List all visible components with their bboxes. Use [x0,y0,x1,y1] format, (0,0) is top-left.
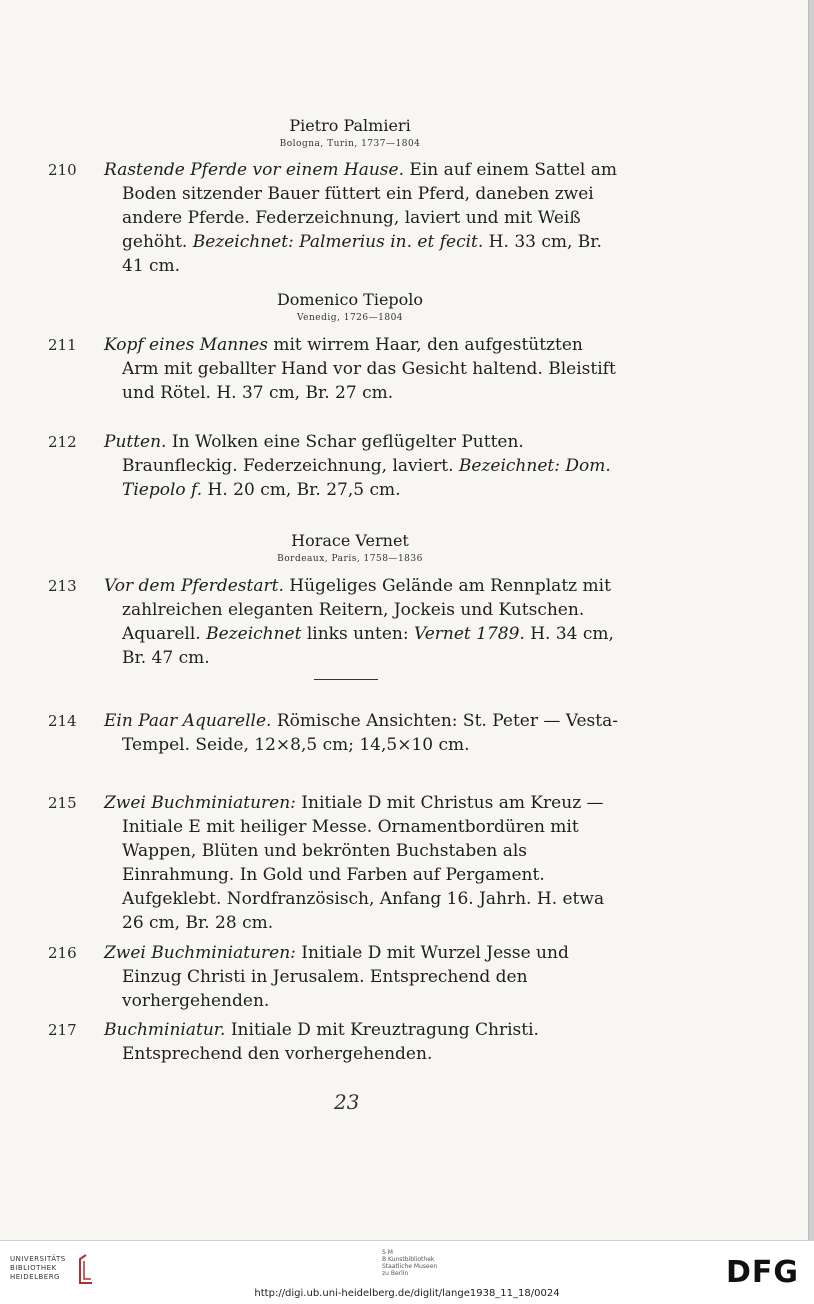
entry-signature: Bezeichnet: Dom. Tiepolo f. [122,456,611,500]
catalog-entry-214 [48,709,618,757]
university-library-label[interactable] [10,1255,66,1282]
artist-dates: Bordeaux, Paris, 1758—1836 [277,554,423,564]
library-stamp [382,1249,437,1277]
catalog-entry-213 [48,574,618,670]
section-divider [314,679,378,680]
catalog-entry-211 [48,333,618,405]
catalog-entry-210 [48,158,618,278]
artist-name: Horace Vernet [291,531,409,550]
uni-line: HEIDELBERG [10,1273,60,1281]
entry-title: Ein Paar Aquarelle. [104,711,272,731]
artist-dates: Venedig, 1726—1804 [296,313,404,323]
stamp-line: B Kunstbibliothek [382,1256,435,1263]
artist-name: Pietro Palmieri [289,116,411,135]
entry-number: 213 [48,577,77,595]
viewer-footer [0,1240,814,1304]
uni-line: BIBLIOTHEK [10,1264,57,1272]
entry-text: Initiale D mit Kreuztragung Christi. Entsprechend den vorhergehenden. [122,1020,539,1064]
entry-dimensions: H. 33 cm, Br. 41 cm. [122,232,602,276]
stamp-line: zu Berlin [382,1270,409,1277]
entry-title: Zwei Buchminiaturen: [104,943,296,963]
entry-signature-date: Vernet 1789. [413,624,525,644]
entry-dimensions: H. 20 cm, Br. 27,5 cm. [202,480,401,500]
entry-text: In Wolken eine Schar geflügelter Putten. Braunfleckig. Federzeichnung, laviert. [122,432,524,476]
stamp-line: S M [382,1249,393,1256]
entry-title: Zwei Buchminiaturen: [104,793,296,813]
entry-number: 212 [48,433,77,451]
entry-text: Ein auf einem Sattel am Boden sitzender Bauer füttert ein Pferd, daneben zwei andere Pferde. Federzeichnung, laviert und mit Weiß gehöht. [122,160,618,252]
entry-number: 211 [48,336,77,354]
catalog-entry-216 [48,941,618,1013]
entry-text: mit wirrem Haar, den aufgestützten Arm mit geballter Hand vor das Gesicht haltend. Bleistift und Rötel. H. 37 cm, Br. 27 cm. [122,335,616,403]
entry-text-continued: links unten: [301,624,414,644]
entry-text: Initiale D mit Christus am Kreuz — Initiale E mit heiliger Messe. Ornamentbordüren mit Wappen, Blüten und bekrönten Buchstaben als Einrahmung. In Gold und Farben auf Pergament. Aufgeklebt. Nordfranzösisch, Anfang 16. Jahrh. H. etwa 26 cm, Br. 28 cm. [122,793,605,933]
entry-number: 216 [48,944,77,962]
entry-text: Römische Ansichten: St. Peter — Vesta-Tempel. Seide, 12×8,5 cm; 14,5×10 cm. [122,711,618,755]
catalog-entry-212 [48,430,618,502]
entry-signature: Bezeichnet [206,624,302,644]
entry-text: Initiale D mit Wurzel Jesse und Einzug Christi in Jerusalem. Entsprechend den vorhergehenden. [122,943,569,1011]
entry-title: Buchminiatur. [104,1020,226,1040]
entry-title: Vor dem Pferdestart. [104,576,284,596]
entry-number: 210 [48,161,77,179]
entry-number: 215 [48,794,77,812]
entry-title: Kopf eines Mannes [104,335,268,355]
artist-heading-vernet [0,531,700,564]
entry-title: Putten. [104,432,167,452]
stamp-line: Staatliche Museen [382,1263,438,1270]
artist-heading-tiepolo [0,290,700,323]
catalog-entry-215 [48,791,618,935]
entry-title: Rastende Pferde vor einem Hause. [104,160,404,180]
entry-number: 214 [48,712,77,730]
artist-name: Domenico Tiepolo [276,290,424,309]
entry-number: 217 [48,1021,77,1039]
page-number: 23 [334,1090,360,1114]
uni-line: UNIVERSITÄTS [10,1255,66,1263]
dfg-logo[interactable]: DFG [726,1255,800,1290]
university-logo-icon[interactable] [76,1253,96,1287]
entry-signature: Bezeichnet: Palmerius in. et fecit. [192,232,484,252]
catalog-entry-217 [48,1018,618,1066]
artist-heading-palmieri [0,116,700,149]
entry-text: Hügeliges Gelände am Rennplatz mit zahlreichen eleganten Reitern, Jockeis und Kutschen. Aquarell. [122,576,611,644]
artist-dates: Bologna, Turin, 1737—1804 [279,139,421,149]
entry-dimensions: H. 34 cm, Br. 47 cm. [122,624,614,668]
permalink-url[interactable]: http://digi.ub.uni-heidelberg.de/diglit/lange1938_11_18/0024 [254,1288,560,1299]
